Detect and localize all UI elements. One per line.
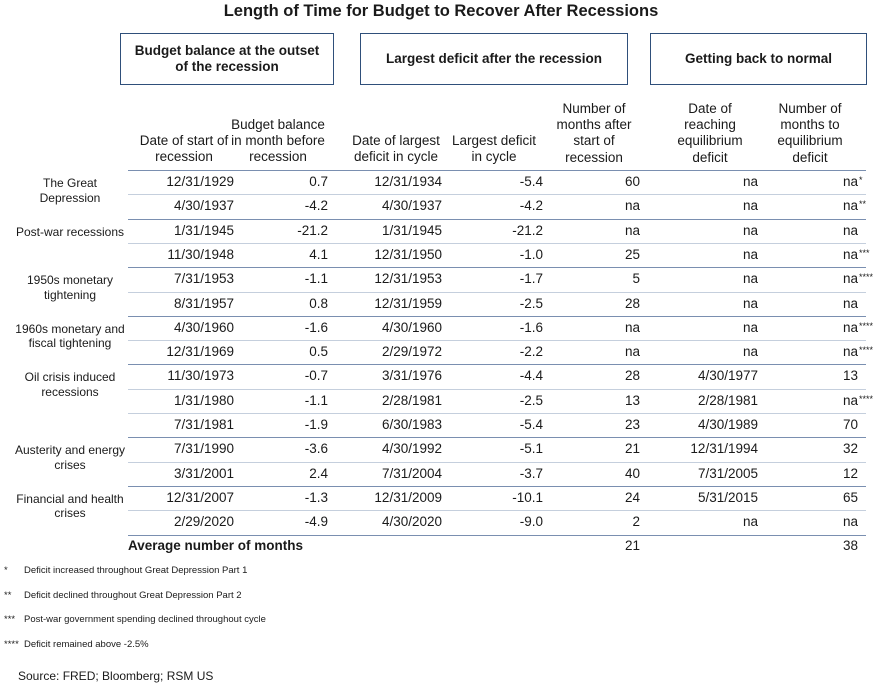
cell-start-date: 4/30/1960: [173, 319, 234, 335]
cell-largest-date: 2/28/1981: [381, 392, 442, 408]
cell-start-date: 2/29/2020: [173, 514, 234, 530]
cell-equilibrium-date: na: [742, 271, 758, 287]
cell-budget-balance: -1.1: [304, 271, 328, 287]
cell-largest-deficit: -1.0: [519, 246, 543, 262]
cell-equilibrium-date: na: [742, 222, 758, 238]
section-label: 1950s monetary tightening: [26, 273, 114, 302]
cell-start-date: 11/30/1948: [167, 246, 234, 262]
row-separator: [128, 340, 866, 341]
footnote-mark: *: [4, 565, 8, 576]
cell-equilibrium-date: na: [742, 174, 758, 189]
column-header-equilibrium-date: Date of reaching equilibrium deficit: [677, 101, 743, 165]
section-separator: [128, 364, 866, 365]
cell-months-after: 40: [624, 465, 640, 481]
footnote-text: Deficit remained above -2.5%: [24, 638, 149, 650]
cell-equilibrium-date: na: [742, 295, 758, 311]
footnote: [4, 590, 242, 602]
cell-months-to-equilibrium: na: [842, 319, 858, 335]
footnote-mark: ***: [4, 614, 16, 625]
section-label: Post-war recessions: [15, 224, 125, 239]
cell-budget-balance: -1.3: [304, 489, 328, 505]
cell-budget-balance: -3.6: [304, 441, 328, 457]
cell-months-to-equilibrium: na: [842, 295, 858, 311]
table-bottom-separator: [128, 535, 866, 536]
cell-largest-deficit: -9.0: [519, 514, 543, 530]
cell-start-date: 7/31/1981: [173, 417, 234, 432]
cell-months-after: na: [624, 319, 640, 335]
section-label: Financial and health crises: [16, 491, 124, 521]
footnote: [4, 614, 266, 626]
row-separator: [128, 243, 866, 244]
column-header-largest-date: Date of largest deficit in cycle: [352, 133, 440, 165]
source-note: Source: FRED; Bloomberg; RSM US: [18, 669, 214, 683]
cell-months-after: na: [624, 222, 640, 238]
cell-largest-deficit: -3.7: [519, 465, 543, 481]
cell-months-after: 28: [624, 368, 640, 384]
cell-start-date: 11/30/1973: [167, 368, 234, 384]
cell-largest-deficit: -2.5: [519, 295, 543, 311]
cell-start-date: 7/31/1990: [173, 441, 234, 457]
cell-largest-date: 2/29/1972: [381, 344, 442, 360]
cell-budget-balance: 0.5: [309, 344, 328, 360]
cell-budget-balance: 0.8: [309, 295, 328, 311]
cell-budget-balance: -0.7: [304, 368, 328, 384]
cell-months-after: 21: [624, 441, 640, 457]
cell-largest-deficit: -1.6: [519, 319, 543, 335]
cell-months-after: 23: [624, 417, 640, 432]
section-separator: [128, 316, 866, 317]
cell-largest-date: 6/30/1983: [381, 417, 442, 432]
column-header-budget-balance: Budget balance in month before recession: [231, 117, 325, 165]
cell-largest-deficit: -1.7: [519, 271, 543, 287]
cell-months-to-equilibrium: na: [842, 174, 858, 189]
section-separator: [128, 170, 866, 171]
footnote: [4, 639, 149, 651]
row-separator: [128, 462, 866, 463]
group-header-budget-balance: Budget balance at the outset of the recession: [120, 33, 334, 85]
cell-equilibrium-date: 12/31/1994: [690, 441, 758, 457]
average-label: Average number of months: [128, 538, 304, 553]
footnote-marker: *: [859, 175, 863, 185]
row-separator: [128, 292, 866, 293]
cell-start-date: 1/31/1945: [173, 222, 234, 238]
cell-start-date: 4/30/1937: [173, 198, 234, 214]
cell-budget-balance: -21.2: [297, 222, 328, 238]
section-separator: [128, 437, 866, 438]
cell-months-to-equilibrium: 32: [842, 441, 858, 457]
cell-largest-date: 12/31/1934: [374, 174, 442, 189]
cell-largest-date: 4/30/2020: [381, 514, 442, 530]
cell-largest-date: 4/30/1937: [381, 198, 442, 214]
cell-budget-balance: 2.4: [309, 465, 328, 481]
footnote-marker: ****: [859, 320, 874, 331]
cell-months-after: 5: [632, 271, 640, 287]
cell-equilibrium-date: 2/28/1981: [697, 392, 758, 408]
footnote: [4, 565, 247, 577]
cell-equilibrium-date: na: [742, 246, 758, 262]
column-header-months-after: Number of months after start of recession: [556, 101, 632, 165]
cell-equilibrium-date: 4/30/1989: [697, 417, 758, 432]
footnote-marker: ****: [859, 393, 874, 404]
section-separator: [128, 267, 866, 268]
cell-months-after: 13: [624, 392, 640, 408]
column-header-months-to-equilibrium: Number of months to equilibrium deficit: [777, 101, 843, 165]
footnote-mark: ****: [4, 638, 19, 650]
section-label: 1960s monetary and fiscal tightening: [15, 321, 125, 351]
cell-months-to-equilibrium: na: [842, 271, 858, 287]
cell-budget-balance: -4.2: [304, 198, 328, 214]
group-header-largest-deficit: Largest deficit after the recession: [360, 33, 628, 85]
cell-largest-date: 7/31/2004: [381, 465, 442, 481]
cell-months-after: na: [624, 198, 640, 214]
cell-budget-balance: 4.1: [309, 246, 328, 262]
average-months-to-equilibrium: 38: [842, 538, 858, 553]
cell-equilibrium-date: na: [742, 514, 758, 530]
cell-equilibrium-date: 7/31/2005: [697, 465, 758, 481]
cell-largest-date: 3/31/1976: [381, 368, 442, 384]
cell-start-date: 3/31/2001: [173, 465, 234, 481]
footnote-marker: **: [859, 199, 867, 210]
average-months-after: 21: [624, 538, 640, 553]
chart-title: Length of Time for Budget to Recover After Recessions: [223, 2, 659, 20]
cell-equilibrium-date: 5/31/2015: [697, 489, 758, 505]
cell-largest-deficit: -21.2: [512, 222, 543, 238]
cell-start-date: 1/31/1980: [173, 392, 234, 408]
cell-months-after: 28: [624, 295, 640, 311]
row-separator: [128, 389, 866, 390]
column-header-largest-deficit: Largest deficit in cycle: [451, 133, 537, 165]
footnote-marker: ****: [859, 345, 874, 356]
section-separator: [128, 219, 866, 220]
section-label: Austerity and energy crises: [14, 443, 126, 472]
cell-largest-date: 4/30/1992: [381, 441, 442, 457]
cell-months-to-equilibrium: 70: [842, 417, 858, 432]
cell-months-after: 25: [624, 246, 640, 262]
cell-budget-balance: -1.1: [304, 392, 328, 408]
cell-months-to-equilibrium: 13: [842, 368, 858, 384]
cell-months-to-equilibrium: na: [842, 392, 858, 408]
footnote-text: Post-war government spending declined throughout cycle: [24, 614, 266, 625]
cell-months-after: na: [624, 344, 640, 360]
group-header-back-to-normal: Getting back to normal: [650, 33, 867, 85]
row-separator: [128, 413, 866, 414]
section-label: Oil crisis induced recessions: [24, 370, 116, 399]
cell-largest-deficit: -4.4: [519, 368, 543, 384]
cell-largest-deficit: -2.5: [519, 392, 543, 408]
cell-months-to-equilibrium: na: [842, 222, 858, 238]
cell-budget-balance: -1.6: [304, 319, 328, 335]
cell-largest-deficit: -5.4: [519, 174, 543, 189]
footnote-marker: ****: [859, 272, 874, 283]
cell-months-after: 60: [624, 174, 640, 189]
footnote-text: Deficit increased throughout Great Depression Part 1: [24, 565, 248, 576]
cell-equilibrium-date: na: [742, 198, 758, 214]
cell-largest-deficit: -5.4: [519, 417, 543, 432]
cell-months-to-equilibrium: 12: [842, 465, 858, 481]
cell-largest-deficit: -4.2: [519, 198, 543, 214]
cell-budget-balance: -4.9: [304, 514, 328, 530]
cell-largest-deficit: -2.2: [519, 344, 543, 360]
cell-start-date: 7/31/1953: [173, 271, 234, 287]
cell-largest-date: 12/31/1959: [374, 295, 442, 311]
section-separator: [128, 486, 866, 487]
cell-equilibrium-date: 4/30/1977: [697, 368, 758, 384]
cell-months-to-equilibrium: na: [842, 514, 858, 530]
footnote-mark: **: [4, 589, 12, 601]
cell-months-after: 24: [624, 489, 640, 505]
cell-start-date: 12/31/2007: [166, 489, 234, 505]
cell-largest-date: 4/30/1960: [381, 319, 442, 335]
section-label: The Great Depression: [39, 176, 101, 205]
cell-start-date: 12/31/1969: [166, 344, 234, 360]
cell-budget-balance: 0.7: [309, 174, 328, 189]
footnote-marker: ***: [859, 247, 870, 258]
column-header-start-date: Date of start of recession: [139, 133, 229, 165]
cell-equilibrium-date: na: [742, 319, 758, 335]
cell-months-after: 2: [632, 514, 640, 530]
cell-equilibrium-date: na: [742, 344, 758, 360]
cell-largest-date: 12/31/1953: [374, 271, 442, 287]
cell-largest-date: 12/31/2009: [374, 489, 442, 505]
row-separator: [128, 510, 866, 511]
cell-largest-date: 1/31/1945: [381, 222, 442, 238]
cell-months-to-equilibrium: na: [842, 344, 858, 360]
cell-start-date: 8/31/1957: [173, 295, 234, 311]
cell-start-date: 12/31/1929: [166, 174, 234, 189]
cell-budget-balance: -1.9: [304, 417, 328, 432]
cell-months-to-equilibrium: na: [842, 246, 858, 262]
cell-largest-deficit: -10.1: [512, 489, 543, 505]
row-separator: [128, 194, 866, 195]
footnote-text: Deficit declined throughout Great Depression Part 2: [24, 589, 242, 601]
cell-largest-date: 12/31/1950: [374, 246, 442, 262]
cell-largest-deficit: -5.1: [519, 441, 543, 457]
cell-months-to-equilibrium: 65: [842, 489, 858, 505]
cell-months-to-equilibrium: na: [842, 198, 858, 214]
